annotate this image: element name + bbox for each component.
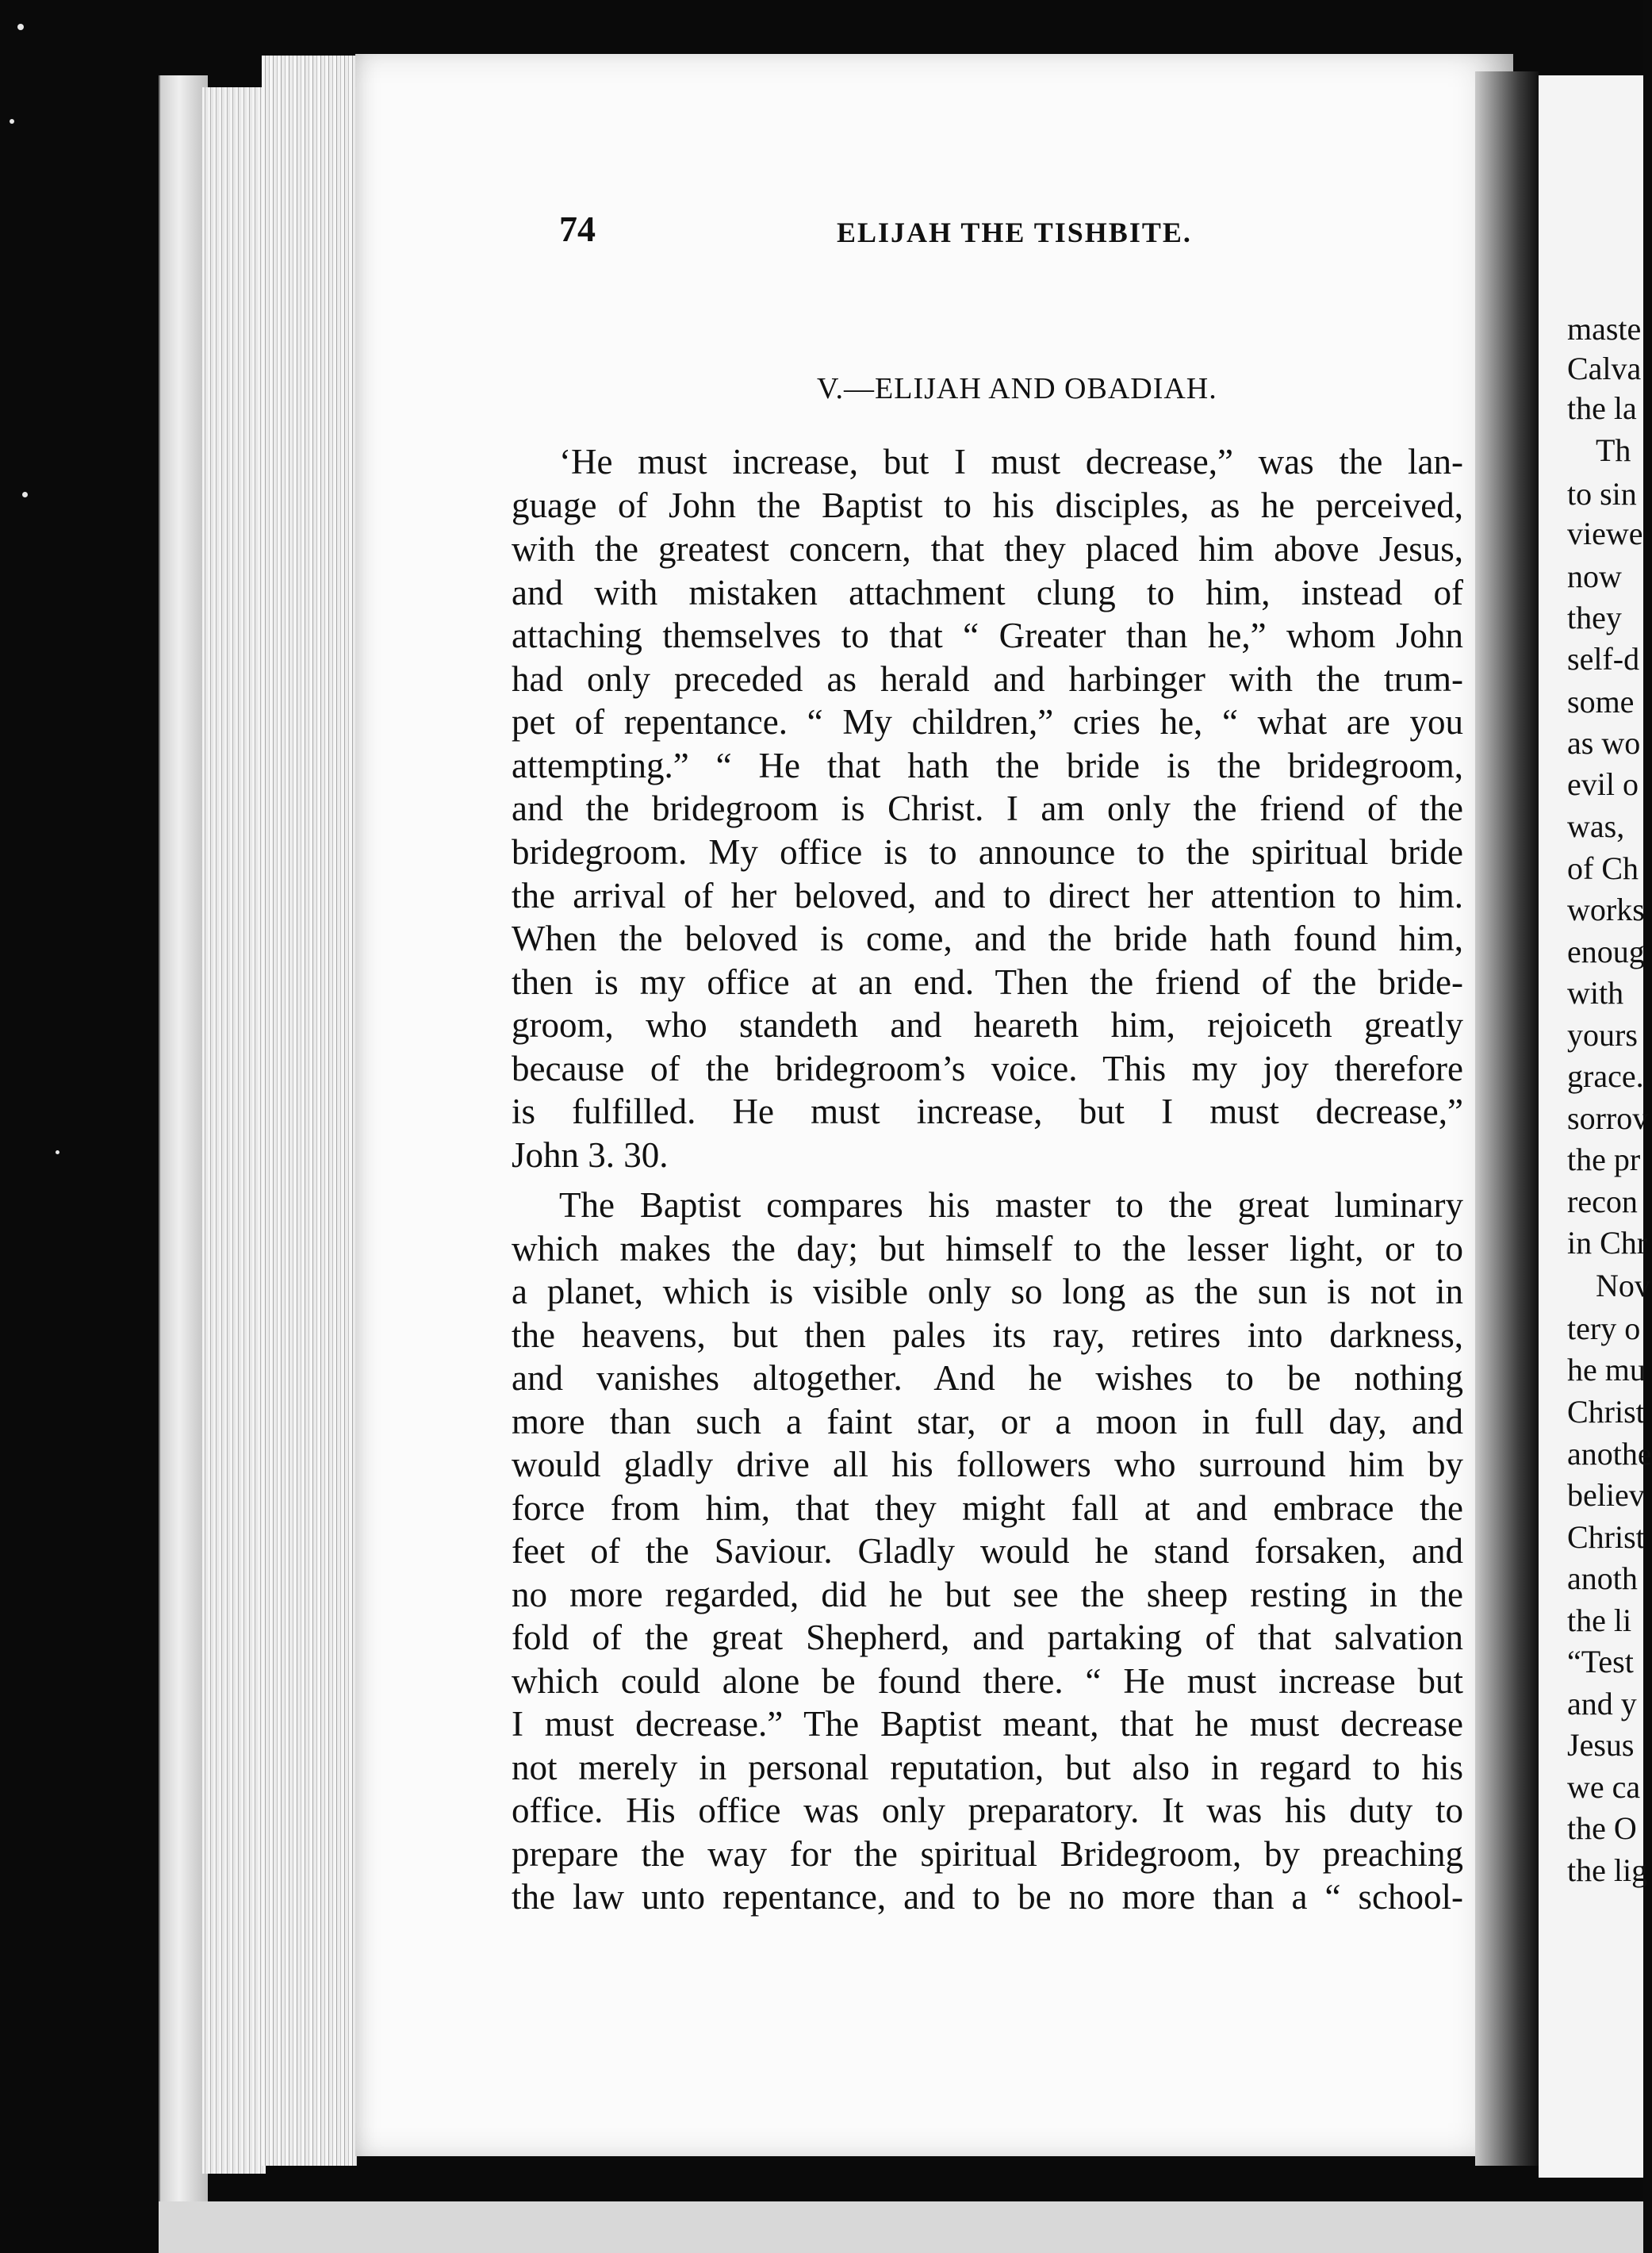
page-number: 74 <box>559 209 596 249</box>
text-line: had only preceded as herald and harbinger with the trum- <box>512 659 1463 699</box>
facing-page-line: they <box>1567 600 1622 635</box>
text-line: no more regarded, did he but see the sheep resting in the <box>512 1575 1463 1614</box>
text-line: and vanishes altogether. And he wishes to be nothing <box>512 1358 1463 1398</box>
facing-page-line: enoug <box>1567 934 1645 969</box>
facing-page-line: Christ <box>1567 1519 1645 1555</box>
facing-page-line: sorrov <box>1567 1100 1649 1136</box>
facing-page-line: the li <box>1567 1602 1632 1638</box>
facing-page-line: now <box>1567 558 1622 594</box>
facing-page-line: was, <box>1567 808 1625 844</box>
text-line: fold of the great Shepherd, and partaking of that salvation <box>512 1618 1463 1657</box>
text-line: then is my office at an end. Then the friend of the bride- <box>512 962 1463 1002</box>
scan-speck <box>56 1150 59 1154</box>
text-line: would gladly drive all his followers who surround him by <box>512 1445 1463 1484</box>
facing-page-line: and y <box>1567 1686 1637 1721</box>
text-line: John 3. 30. <box>512 1135 669 1175</box>
running-head-title: ELIJAH THE TISHBITE. <box>837 217 1192 248</box>
page-edges <box>202 87 266 2174</box>
text-line: The Baptist compares his master to the great luminary <box>559 1185 1463 1225</box>
text-line: guage of John the Baptist to his disciples, as he perceived, <box>512 486 1463 525</box>
text-line: attaching themselves to that “ Greater than he,” whom John <box>512 616 1463 655</box>
text-line: the arrival of her beloved, and to direct her attention to him. <box>512 876 1463 915</box>
facing-page-line: evil o <box>1567 766 1639 802</box>
facing-page-line: Nov <box>1596 1268 1650 1303</box>
facing-page-line: grace. <box>1567 1058 1644 1094</box>
facing-page-line: tery o <box>1567 1311 1641 1346</box>
scan-speck <box>10 119 14 124</box>
text-line: prepare the way for the spiritual Bridegroom, by preaching <box>512 1834 1463 1874</box>
facing-page-line: the la <box>1567 390 1637 426</box>
text-line: bridegroom. My office is to announce to the spiritual bride <box>512 832 1463 872</box>
text-line: the heavens, but then pales its ray, retires into darkness, <box>512 1315 1463 1355</box>
facing-page-line: viewe <box>1567 516 1643 551</box>
text-line: a planet, which is visible only so long as the sun is not in <box>512 1272 1463 1311</box>
facing-page-line: “Test <box>1567 1644 1634 1679</box>
facing-page-line: the O <box>1567 1810 1637 1846</box>
text-line: is fulfilled. He must increase, but I must decrease,” <box>512 1092 1463 1131</box>
facing-page <box>1539 75 1652 2178</box>
text-line: attempting.” “ He that hath the bride is the bridegroom, <box>512 746 1463 785</box>
text-line: because of the bridegroom’s voice. This my joy therefore <box>512 1049 1463 1088</box>
facing-page-line: anoth <box>1567 1560 1638 1596</box>
facing-page-line: Jesus <box>1567 1727 1635 1763</box>
facing-page-line: we ca <box>1567 1769 1641 1805</box>
page-fold-shadow <box>1475 71 1539 2166</box>
text-line: force from him, that they might fall at and embrace the <box>512 1488 1463 1528</box>
text-line: which makes the day; but himself to the lesser light, or to <box>512 1229 1463 1269</box>
facing-page-line: of Ch <box>1567 850 1639 886</box>
facing-page-line: recon <box>1567 1184 1638 1219</box>
facing-page-line: works <box>1567 892 1645 927</box>
scan-bottom-edge <box>159 2201 1643 2253</box>
facing-page-line: to sin <box>1567 476 1637 512</box>
section-title: V.—ELIJAH AND OBADIAH. <box>817 372 1217 405</box>
facing-page-line: some <box>1567 684 1635 720</box>
facing-page-line: believ <box>1567 1477 1645 1513</box>
text-line: which could alone be found there. “ He must increase but <box>512 1661 1463 1701</box>
scan-speck <box>22 492 28 497</box>
text-line: When the beloved is come, and the bride hath found him, <box>512 919 1463 958</box>
facing-page-line: Th <box>1596 432 1631 468</box>
text-line: not merely in personal reputation, but also in regard to his <box>512 1748 1463 1787</box>
facing-page-line: with <box>1567 975 1624 1011</box>
page-gutter <box>262 56 357 2166</box>
facing-page-line: as wo <box>1567 725 1641 761</box>
text-line: I must decrease.” The Baptist meant, that he must decrease <box>512 1704 1463 1744</box>
facing-page-line: he mu <box>1567 1352 1646 1387</box>
facing-page-line: anothe <box>1567 1436 1652 1472</box>
text-line: ‘He must increase, but I must decrease,” was the lan- <box>559 442 1463 482</box>
facing-page-line: self-d <box>1567 641 1640 677</box>
text-line: more than such a faint star, or a moon in full day, and <box>512 1402 1463 1441</box>
running-head <box>559 208 1455 255</box>
facing-page-line: maste <box>1567 311 1642 347</box>
scan-speck <box>17 24 24 30</box>
text-line: pet of repentance. “ My children,” cries he, “ what are you <box>512 702 1463 742</box>
text-line: the law unto repentance, and to be no more than a “ school- <box>512 1877 1463 1917</box>
text-line: and with mistaken attachment clung to him, instead of <box>512 573 1463 612</box>
facing-page-line: the lig <box>1567 1852 1648 1888</box>
text-line: feet of the Saviour. Gladly would he stand forsaken, and <box>512 1531 1463 1571</box>
facing-page-line: yours <box>1567 1017 1638 1053</box>
text-line: and the bridegroom is Christ. I am only the friend of the <box>512 789 1463 828</box>
facing-page-line: Calva <box>1567 351 1642 386</box>
facing-page-line: in Chr <box>1567 1225 1648 1261</box>
text-line: with the greatest concern, that they placed him above Jesus, <box>512 529 1463 569</box>
facing-page-line: Christ <box>1567 1394 1645 1430</box>
text-line: groom, who standeth and heareth him, rejoiceth greatly <box>512 1005 1463 1045</box>
book-spine <box>159 75 208 2201</box>
text-line: office. His office was only preparatory. It was his duty to <box>512 1791 1463 1830</box>
facing-page-line: the pr <box>1567 1142 1641 1177</box>
